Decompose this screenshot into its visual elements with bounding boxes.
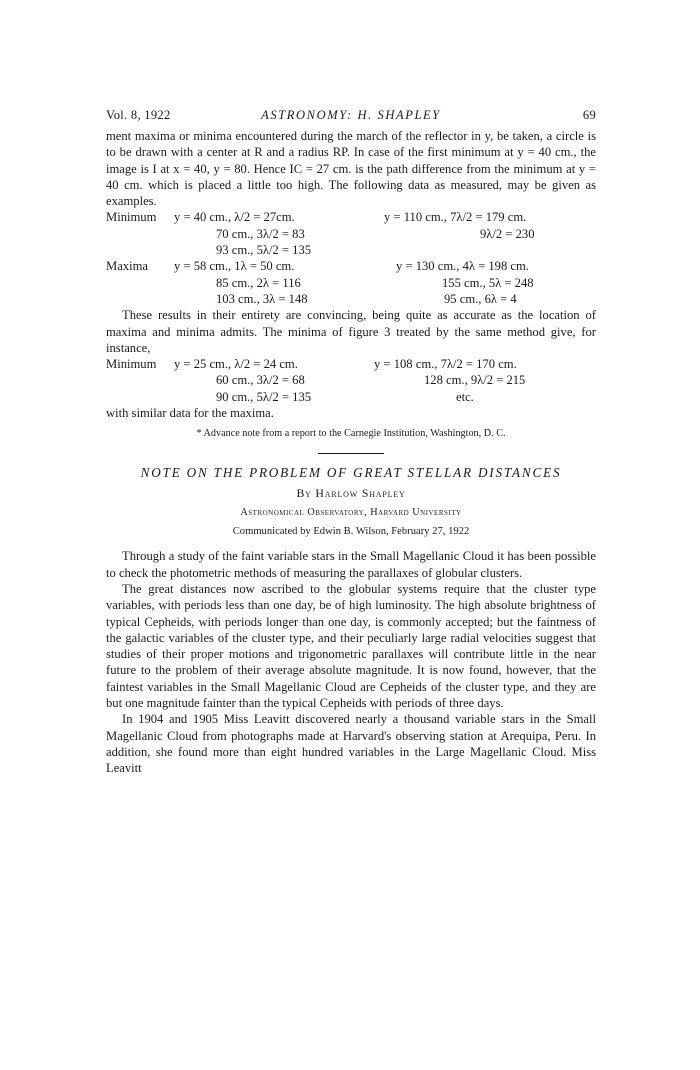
maxima-label: Maxima	[106, 259, 148, 274]
running-head	[106, 108, 596, 128]
author-byline: By Harlow Shapley	[296, 486, 406, 501]
data-cell: 70 cm., 3λ/2 = 83	[216, 226, 305, 241]
data-row	[106, 258, 596, 274]
body-paragraph: In 1904 and 1905 Miss Leavitt discovered nearly a thousand variable stars in the Small Magellanic Cloud from photographs made at Harvard's observing station at Arequipa, Peru. In addition, she found more than eight hundred variables in the Large Magellanic Cloud. Miss Leavitt	[106, 712, 596, 776]
journal-page	[106, 108, 596, 777]
page-number: 69	[582, 108, 596, 122]
data-row	[106, 389, 596, 405]
minima-label: Minimum	[106, 210, 157, 225]
data-cell: 9λ/2 = 230	[480, 226, 535, 241]
data-cell: etc.	[456, 389, 474, 404]
top-paragraph: ment maxima or minima encountered during the march of the reflector in y, be taken, a circle is to be drawn with a center at R and a radius RP. In case of the first minimum at y = 40 cm., the image is I at x = 40, y = 80. Hence IC = 27 cm. is the path difference from the minimum at y = 40 cm. which is placed a little too high. The following data as measured, may be given as examples.	[106, 129, 596, 209]
middle-paragraph: These results in their entirety are convincing, being quite as accurate as the location of maxima and minima admits. The minima of figure 3 treated by the same method give, for instance,	[106, 308, 596, 355]
data-row	[106, 291, 596, 307]
data-cell: 128 cm., 9λ/2 = 215	[424, 373, 526, 388]
data-cell: 103 cm., 3λ = 148	[216, 291, 308, 306]
running-head-title: ASTRONOMY: H. SHAPLEY	[261, 108, 441, 122]
data-row	[106, 275, 596, 291]
article-title: NOTE ON THE PROBLEM OF GREAT STELLAR DISTANCES	[140, 465, 562, 481]
data-cell: 93 cm., 5λ/2 = 135	[216, 243, 312, 258]
minima-label: Minimum	[106, 357, 157, 372]
data-cell: y = 130 cm., 4λ = 198 cm.	[396, 259, 529, 274]
data-row	[106, 242, 596, 258]
data-table-2	[106, 356, 596, 405]
communicated-line: Communicated by Edwin B. Wilson, February 27, 1922	[232, 526, 470, 538]
body-paragraph: Through a study of the faint variable stars in the Small Magellanic Cloud it has been possible to check the photometric methods of measuring the parallaxes of globular clusters.	[106, 549, 596, 580]
volume-label: Vol. 8, 1922	[106, 108, 171, 122]
body-paragraph: The great distances now ascribed to the globular systems require that the cluster type variables, with periods less than one day, be of high luminosity. The high absolute brightness of typical Cepheids, with periods longer than one day, is commonly accepted; but the faintness of the galactic variables of the cluster type, and their peculiarly large radial velocities suggest that studies of their proper motions and trigonometric parallaxes will contribute little in the near future to the problem of their average absolute magnitude. It is now found, however, that the faintest variables in the Small Magellanic Cloud are Cepheids of the cluster type, and they are but one magnitude fainter than the typical Cepheids with periods of three days.	[106, 581, 596, 711]
author-affiliation: Astronomical Observatory, Harvard University	[240, 507, 462, 519]
data-row	[106, 356, 596, 372]
data-cell: y = 58 cm., 1λ = 50 cm.	[174, 259, 295, 274]
closing-line: with similar data for the maxima.	[106, 406, 274, 421]
data-cell: y = 108 cm., 7λ/2 = 170 cm.	[374, 357, 517, 372]
data-cell: 155 cm., 5λ = 248	[442, 275, 534, 290]
data-cell: 90 cm., 5λ/2 = 135	[216, 389, 312, 404]
data-cell: y = 110 cm., 7λ/2 = 179 cm.	[384, 210, 527, 225]
data-cell: 95 cm., 6λ = 4	[444, 291, 517, 306]
data-table-1	[106, 209, 596, 307]
section-divider	[318, 453, 384, 454]
data-row	[106, 209, 596, 225]
data-row	[106, 372, 596, 388]
data-cell: y = 40 cm., λ/2 = 27cm.	[174, 210, 295, 225]
data-cell: 85 cm., 2λ = 116	[216, 275, 301, 290]
data-cell: 60 cm., 3λ/2 = 68	[216, 373, 305, 388]
footnote: * Advance note from a report to the Carnegie Institution, Washington, D. C.	[196, 428, 506, 440]
data-row	[106, 226, 596, 242]
data-cell: y = 25 cm., λ/2 = 24 cm.	[174, 357, 298, 372]
